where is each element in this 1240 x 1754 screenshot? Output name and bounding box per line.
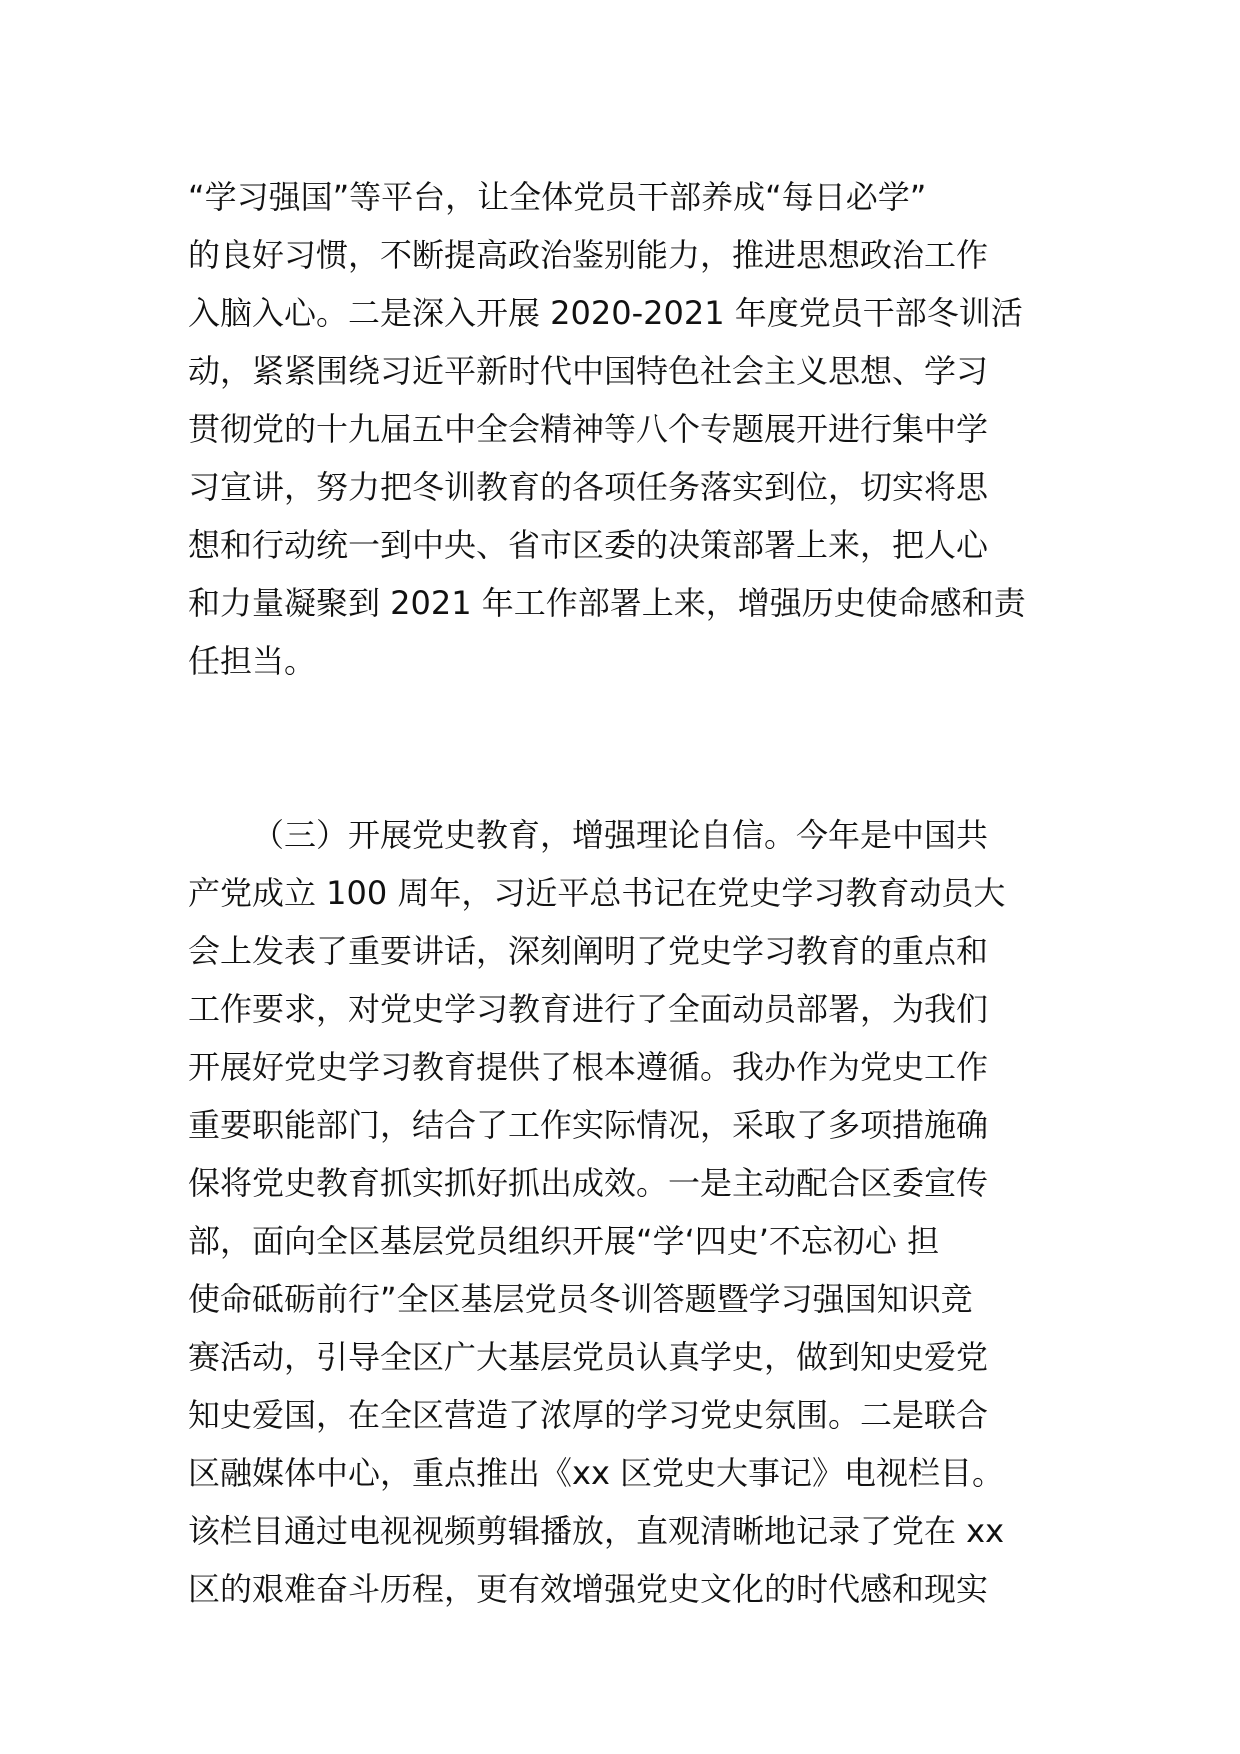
text-line: 产党成立 100 周年，习近平总书记在党史学习教育动员大 — [188, 874, 1006, 912]
paragraph-spacer — [188, 690, 1068, 806]
text-line: 动，紧紧围绕习近平新时代中国特色社会主义思想、学习 — [188, 352, 989, 390]
text-line: 知史爱国，在全区营造了浓厚的学习党史氛围。二是联合 — [188, 1396, 989, 1434]
text-line: “学习强国”等平台，让全体党员干部养成“每日必学” — [188, 178, 927, 216]
text-line: 重要职能部门，结合了工作实际情况，采取了多项措施确 — [188, 1106, 989, 1144]
text-line: 区融媒体中心，重点推出《xx 区党史大事记》电视栏目。 — [188, 1454, 1005, 1492]
text-line: 任担当。 — [188, 642, 317, 680]
text-line: 开展好党史学习教育提供了根本遵循。我办作为党史工作 — [188, 1048, 989, 1086]
text-line: 部，面向全区基层党员组织开展“学‘四史’不忘初心 担 — [188, 1222, 940, 1260]
paragraph-continued — [188, 168, 1068, 690]
text-line: 的良好习惯，不断提高政治鉴别能力，推进思想政治工作 — [188, 236, 989, 274]
text-line: 工作要求，对党史学习教育进行了全面动员部署，为我们 — [188, 990, 989, 1028]
text-line: 会上发表了重要讲话，深刻阐明了党史学习教育的重点和 — [188, 932, 989, 970]
text-line: 保将党史教育抓实抓好抓出成效。一是主动配合区委宣传 — [188, 1164, 989, 1202]
text-line: 和力量凝聚到 2021 年工作部署上来，增强历史使命感和责 — [188, 584, 1026, 622]
text-line: 赛活动，引导全区广大基层党员认真学史，做到知史爱党 — [188, 1338, 989, 1376]
text-line: 入脑入心。二是深入开展 2020-2021 年度党员干部冬训活 — [188, 294, 1023, 332]
text-line: 区的艰难奋斗历程，更有效增强党史文化的时代感和现实 — [188, 1570, 989, 1608]
document-body — [188, 168, 1068, 1618]
section-heading-line: （三）开展党史教育，增强理论自信。今年是中国共 — [252, 816, 989, 854]
text-line: 贯彻党的十九届五中全会精神等八个专题展开进行集中学 — [188, 410, 989, 448]
text-line: 想和行动统一到中央、省市区委的决策部署上来，把人心 — [188, 526, 989, 564]
text-line: 使命砥砺前行”全区基层党员冬训答题暨学习强国知识竞 — [188, 1280, 973, 1318]
text-line: 该栏目通过电视视频剪辑播放，直观清晰地记录了党在 xx — [188, 1512, 1005, 1550]
text-line: 习宣讲，努力把冬训教育的各项任务落实到位，切实将思 — [188, 468, 989, 506]
paragraph-party-history-education — [188, 806, 1068, 1618]
